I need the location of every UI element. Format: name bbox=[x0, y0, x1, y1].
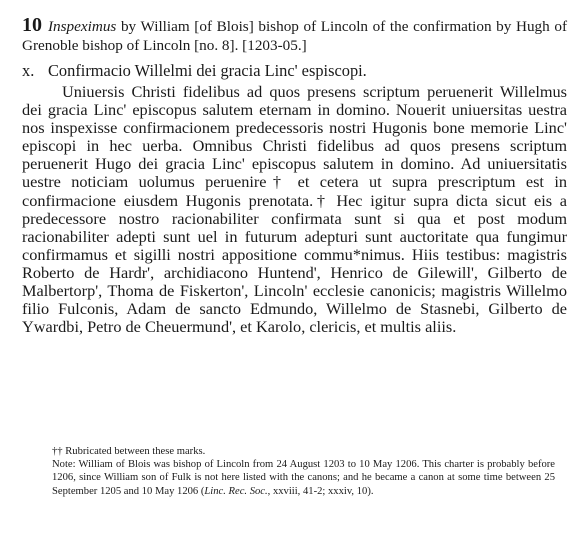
dating-note-end: , xxviii, 41-2; xxxiv, 10). bbox=[267, 485, 374, 497]
charter-body: Uniuersis Christi fidelibus ad quos presens scriptum peruenerit Willelmus dei gracia Linc' episcopus salutem eternam in domino. Nouerit uniuersitas uestra nos inspexisse confirmacionem predecessoris nostri Hugonis bone memorie Linc' episcopi in hec uerba. Omnibus Christi fidelibus ad quos presens scriptum peruenerit Hugo dei gracia Linc' episcopus salutem in domino. Ad uniuersitatis uestre noticiam uolumus peruenire† et cetera ut supra prescriptum est in confirmacione eiusdem Hugonis prenotata.† Hec igitur supra dicta sicut eis a predecessore nostro racionabiliter confirmata sunt si qua et post modum racionabiliter adepti sunt uel in futurum adepturi sunt auctoritate qua fungimur confirmamus et sigilli nostri appositione commu*nimus. Hiis testibus: magistris Roberto de Hardr', archidiacono Huntend', Henrico de Gilewill', Gilberto de Malbertorp', Thoma de Fiskerton', Lincoln' ecclesie canonicis; magistris Willelmo filio Fulconis, Adam de sancto Edmundo, Willelmo de Stasnebi, Gilberto de Ywardbi, Petro de Cheuermund', et Karolo, clericis, et multis aliis. bbox=[22, 82, 567, 337]
charter-rubric bbox=[22, 61, 567, 81]
footnotes bbox=[52, 445, 555, 498]
charter-heading bbox=[22, 16, 567, 55]
heading-text: by William [of Blois] bishop of Lincoln of the confirmation by Hugh of Grenoble bishop of Lincoln [no. 8]. [1203-05.] bbox=[22, 18, 567, 54]
dating-note bbox=[52, 458, 555, 498]
charter-number: 10 bbox=[22, 14, 42, 36]
rubric-mark: x. bbox=[22, 61, 35, 80]
inspeximus-word: Inspeximus bbox=[48, 18, 117, 35]
dating-note-reference: Linc. Rec. Soc. bbox=[204, 485, 268, 497]
charter-page bbox=[22, 16, 567, 336]
rubric-text: Confirmacio Willelmi dei gracia Linc' espiscopi. bbox=[48, 61, 367, 80]
dating-note-text: Note: William of Blois was bishop of Lincoln from 24 August 1203 to 10 May 1206. This charter is probably before 1206, since William son of Fulk is not here listed with the canons; and he became a canon at some time between 25 September 1205 and 10 May 1206 ( bbox=[52, 459, 555, 497]
rubricated-note: †† Rubricated between these marks. bbox=[52, 446, 206, 457]
